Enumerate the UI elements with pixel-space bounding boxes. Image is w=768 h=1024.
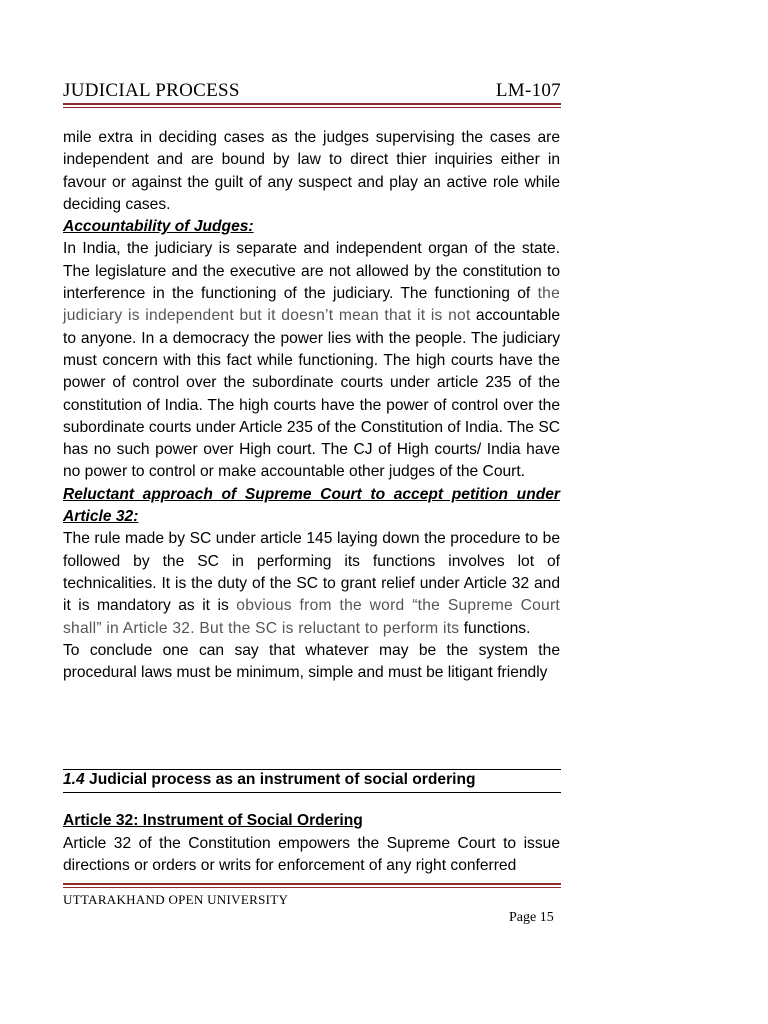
course-title: JUDICIAL PROCESS xyxy=(63,80,240,101)
section-title xyxy=(63,771,476,789)
paragraph: mile extra in deciding cases as the judges supervising the cases are independent and are bound by law to direct thier inquiries either in favour or against the guilt of any suspect and play an active role while deciding cases. xyxy=(63,129,560,213)
section-rule-top xyxy=(63,769,561,770)
paragraph-text: functions. xyxy=(463,619,531,637)
subheading-article-32: Article 32: Instrument of Social Ordering xyxy=(63,812,363,829)
page-header xyxy=(63,80,561,102)
heading-reluctant-approach: Reluctant approach of Supreme Court to accept petition under Article 32: xyxy=(63,485,560,526)
page-number: Page 15 xyxy=(509,910,554,925)
paragraph-text: The rule made by SC under article 145 laying down the procedure to be followed by the SC in performing its functions involves lot of technicalities. It is the duty of the SC to grant relief under Article 32 and it is mandatory as it is xyxy=(63,530,560,615)
paragraph: Article 32 of the Constitution empowers the Supreme Court to issue directions or orders or writs for enforcement of any right conferred xyxy=(63,835,560,875)
paragraph xyxy=(63,238,560,483)
section-text-block xyxy=(63,833,560,878)
paragraph-text: accountable to anyone. In a democracy the power lies with the people. The judiciary must concern with this fact while functioning. The high courts have the power of control over the subordinate courts under article 235 of the constitution of India. The high courts have the power of control over the subordinate courts under Article 235 of the Constitution of India. The SC has no such power over High court. The CJ of High courts/ India have no power to control or make accountable other judges of the Court. xyxy=(63,307,560,481)
paragraph xyxy=(63,528,560,639)
paragraph-conclusion: To conclude one can say that whatever may be the system the procedural laws must be minimum, simple and must be litigant friendly xyxy=(63,641,560,682)
footer-rule xyxy=(63,883,561,888)
course-code: LM-107 xyxy=(495,80,561,101)
paragraph-text: In India, the judiciary is separate and independent organ of the state. The legislature and the executive are not allowed by the constitution to interference in the functioning of the judiciary. The functioning of xyxy=(63,240,560,303)
paragraph-text-gray: the judiciary is independent but it doesn’t mean that it is not xyxy=(63,285,560,325)
main-text xyxy=(63,127,560,684)
paragraph-text-gray: obvious from the word “the Supreme Court shall” in Article 32. But the SC is reluctant to perform its xyxy=(63,597,560,637)
heading-accountability: Accountability of Judges: xyxy=(63,218,254,236)
header-rule xyxy=(63,103,561,108)
section-rule-bottom xyxy=(63,792,561,793)
section-number: 1.4 xyxy=(63,771,85,788)
section-title-text: Judicial process as an instrument of social ordering xyxy=(89,771,476,788)
footer-university: UTTARAKHAND OPEN UNIVERSITY xyxy=(63,892,289,907)
